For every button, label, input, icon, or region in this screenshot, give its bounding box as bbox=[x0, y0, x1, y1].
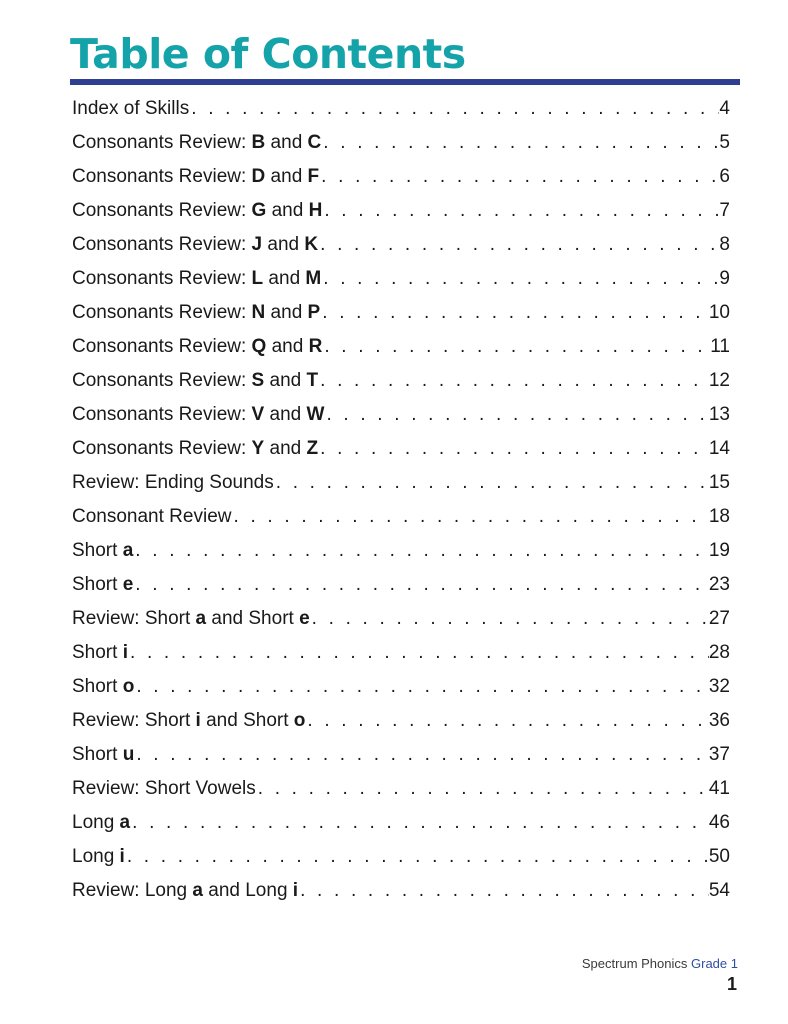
toc-entry-label bbox=[72, 130, 321, 156]
dot-leader bbox=[125, 844, 709, 870]
dot-leader bbox=[322, 334, 710, 360]
toc-text: Long bbox=[72, 846, 120, 867]
toc-page-number: 12 bbox=[708, 370, 730, 391]
toc-entry bbox=[72, 742, 730, 776]
toc-entry-label bbox=[72, 776, 256, 802]
toc-text: and bbox=[264, 404, 307, 425]
toc-page-number: 7 bbox=[719, 200, 730, 221]
toc-letter: D bbox=[251, 166, 266, 187]
toc-text: and bbox=[265, 302, 308, 323]
toc-entry bbox=[72, 402, 730, 436]
toc-entry-label bbox=[72, 368, 318, 394]
toc-page-number: 36 bbox=[708, 710, 730, 731]
toc-text: and bbox=[264, 438, 307, 459]
page-title: Table of Contents bbox=[70, 30, 466, 78]
toc-entry-label bbox=[72, 164, 319, 190]
toc-entry-label bbox=[72, 606, 310, 632]
toc-page-number: 41 bbox=[708, 778, 730, 799]
toc-page-number: 46 bbox=[708, 812, 730, 833]
toc-text: Consonants Review: bbox=[72, 200, 252, 221]
dot-leader bbox=[134, 674, 709, 700]
dot-leader bbox=[130, 810, 709, 836]
toc-letter: K bbox=[304, 234, 319, 255]
toc-entry-label bbox=[72, 878, 298, 904]
toc-page-number: 5 bbox=[719, 132, 730, 153]
toc-page-number: 10 bbox=[708, 302, 730, 323]
dot-leader bbox=[189, 96, 719, 122]
dot-leader bbox=[274, 470, 709, 496]
title-divider bbox=[70, 79, 740, 85]
dot-leader bbox=[318, 368, 709, 394]
toc-text: and Long bbox=[202, 880, 293, 901]
toc-page-number: 28 bbox=[708, 642, 730, 663]
toc-page-number: 4 bbox=[719, 98, 730, 119]
toc-text: Consonants Review: bbox=[72, 438, 252, 459]
toc-entry bbox=[72, 538, 730, 572]
toc-entry bbox=[72, 810, 730, 844]
toc-letter: R bbox=[308, 336, 323, 357]
toc-entry bbox=[72, 266, 730, 300]
toc-text: Long bbox=[72, 812, 120, 833]
toc-text: Short bbox=[72, 744, 123, 765]
toc-text: Consonants Review: bbox=[72, 268, 252, 289]
toc-text: and bbox=[266, 200, 309, 221]
toc-letter: i bbox=[122, 642, 128, 663]
toc-entry-label bbox=[72, 810, 130, 836]
toc-letter: o bbox=[122, 676, 135, 697]
footer-grade: Grade 1 bbox=[691, 956, 738, 971]
toc-letter: u bbox=[122, 744, 135, 765]
toc-page-number: 37 bbox=[708, 744, 730, 765]
toc-letter: S bbox=[251, 370, 265, 391]
toc-entry bbox=[72, 96, 730, 130]
toc-entry bbox=[72, 878, 730, 912]
toc-entry bbox=[72, 164, 730, 198]
toc-text: Consonants Review: bbox=[72, 132, 252, 153]
toc-text: Review: Short bbox=[72, 710, 196, 731]
toc-entry bbox=[72, 640, 730, 674]
toc-letter: F bbox=[307, 166, 320, 187]
toc-entry bbox=[72, 708, 730, 742]
toc-entry-label bbox=[72, 572, 133, 598]
toc-entry-label bbox=[72, 266, 321, 292]
toc-text: and bbox=[265, 166, 308, 187]
dot-leader bbox=[322, 198, 719, 224]
dot-leader bbox=[324, 402, 708, 428]
toc-text: Review: Ending Sounds bbox=[72, 472, 274, 493]
toc-entry bbox=[72, 368, 730, 402]
toc-letter: a bbox=[119, 812, 131, 833]
toc-text: and bbox=[262, 234, 305, 255]
dot-leader bbox=[319, 164, 719, 190]
toc-entry-label bbox=[72, 844, 125, 870]
toc-text: Consonants Review: bbox=[72, 302, 252, 323]
toc-page-number: 18 bbox=[708, 506, 730, 527]
toc-text: Consonant Review bbox=[72, 506, 232, 527]
toc-text: Consonants Review: bbox=[72, 404, 252, 425]
toc-text: and Short bbox=[206, 608, 300, 629]
toc-text: Consonants Review: bbox=[72, 370, 252, 391]
footer-credit bbox=[582, 956, 738, 971]
toc-page-number: 19 bbox=[708, 540, 730, 561]
toc-entry bbox=[72, 334, 730, 368]
dot-leader bbox=[321, 266, 719, 292]
toc-letter: M bbox=[305, 268, 322, 289]
toc-letter: e bbox=[122, 574, 134, 595]
toc-letter: C bbox=[307, 132, 322, 153]
toc-letter: G bbox=[251, 200, 267, 221]
dot-leader bbox=[298, 878, 709, 904]
toc-letter: V bbox=[251, 404, 265, 425]
dot-leader bbox=[320, 300, 709, 326]
toc-letter: a bbox=[192, 880, 203, 901]
toc-entry-label bbox=[72, 742, 134, 768]
toc-entry-label bbox=[72, 300, 320, 326]
toc-letter: Y bbox=[251, 438, 265, 459]
toc-letter: H bbox=[308, 200, 323, 221]
toc-entry bbox=[72, 844, 730, 878]
dot-leader bbox=[134, 742, 709, 768]
toc-letter: o bbox=[293, 710, 306, 731]
toc-page-number: 8 bbox=[719, 234, 730, 255]
toc-entry-label bbox=[72, 96, 189, 122]
toc-page-number: 23 bbox=[708, 574, 730, 595]
toc-entry bbox=[72, 198, 730, 232]
dot-leader bbox=[231, 504, 708, 530]
toc-text: Review: Short bbox=[72, 608, 196, 629]
toc-page-number: 6 bbox=[719, 166, 730, 187]
toc-entry-label bbox=[72, 470, 274, 496]
toc-text: Consonants Review: bbox=[72, 234, 252, 255]
toc-page-number: 32 bbox=[708, 676, 730, 697]
toc-page-number: 13 bbox=[708, 404, 730, 425]
toc-entry-label bbox=[72, 402, 324, 428]
dot-leader bbox=[318, 436, 709, 462]
toc-page-number: 9 bbox=[719, 268, 730, 289]
toc-letter: W bbox=[306, 404, 325, 425]
toc-page-number: 14 bbox=[708, 438, 730, 459]
toc-text: and bbox=[265, 132, 308, 153]
toc-entry bbox=[72, 674, 730, 708]
toc-text: Short bbox=[72, 642, 123, 663]
toc-entry-label bbox=[72, 198, 322, 224]
toc-letter: i bbox=[195, 710, 201, 731]
toc-entry bbox=[72, 130, 730, 164]
toc-page-number: 11 bbox=[710, 336, 730, 357]
toc-entry-label bbox=[72, 538, 133, 564]
dot-leader bbox=[305, 708, 708, 734]
dot-leader bbox=[133, 572, 709, 598]
toc-letter: a bbox=[195, 608, 207, 629]
dot-leader bbox=[318, 232, 719, 258]
toc-letter: Q bbox=[251, 336, 267, 357]
toc-entry bbox=[72, 470, 730, 504]
toc-page-number: 54 bbox=[708, 880, 730, 901]
toc-text: Index of Skills bbox=[72, 98, 190, 119]
toc-entry bbox=[72, 436, 730, 470]
footer-book-title: Spectrum Phonics bbox=[581, 956, 688, 971]
toc-text: Short bbox=[72, 574, 123, 595]
toc-entry bbox=[72, 776, 730, 810]
toc-page-number: 50 bbox=[708, 846, 730, 867]
page-number: 1 bbox=[726, 974, 737, 994]
toc-letter: e bbox=[299, 608, 310, 629]
toc-entry-label bbox=[72, 674, 134, 700]
toc-text: Review: Short Vowels bbox=[72, 778, 256, 799]
toc-text: Consonants Review: bbox=[72, 166, 252, 187]
toc-letter: B bbox=[251, 132, 266, 153]
toc-text: Short bbox=[72, 540, 123, 561]
toc-entry bbox=[72, 606, 730, 640]
toc-letter: L bbox=[251, 268, 264, 289]
toc-entry bbox=[72, 572, 730, 606]
toc-letter: a bbox=[122, 540, 134, 561]
toc-text: Consonants Review: bbox=[72, 336, 252, 357]
toc-page-number: 15 bbox=[708, 472, 730, 493]
toc-entry bbox=[72, 300, 730, 334]
dot-leader bbox=[256, 776, 709, 802]
table-of-contents bbox=[72, 96, 730, 912]
toc-letter: i bbox=[119, 846, 125, 867]
toc-entry-label bbox=[72, 504, 231, 530]
toc-text: Review: Long bbox=[72, 880, 193, 901]
dot-leader bbox=[133, 538, 709, 564]
toc-text: Short bbox=[72, 676, 123, 697]
toc-entry-label bbox=[72, 640, 128, 666]
toc-letter: Z bbox=[306, 438, 319, 459]
toc-text: and bbox=[264, 370, 307, 391]
toc-letter: T bbox=[306, 370, 319, 391]
toc-letter: N bbox=[251, 302, 266, 323]
toc-entry-label bbox=[72, 232, 318, 258]
toc-letter: i bbox=[292, 880, 299, 901]
toc-letter: J bbox=[251, 234, 263, 255]
toc-letter: P bbox=[307, 302, 321, 323]
toc-text: and Short bbox=[200, 710, 294, 731]
toc-entry-label bbox=[72, 436, 318, 462]
toc-entry-label bbox=[72, 708, 305, 734]
dot-leader bbox=[321, 130, 719, 156]
toc-page-number: 27 bbox=[708, 608, 730, 629]
dot-leader bbox=[310, 606, 709, 632]
toc-entry bbox=[72, 232, 730, 266]
toc-text: and bbox=[266, 336, 309, 357]
toc-text: and bbox=[263, 268, 306, 289]
dot-leader bbox=[128, 640, 709, 666]
toc-entry bbox=[72, 504, 730, 538]
toc-entry-label bbox=[72, 334, 322, 360]
